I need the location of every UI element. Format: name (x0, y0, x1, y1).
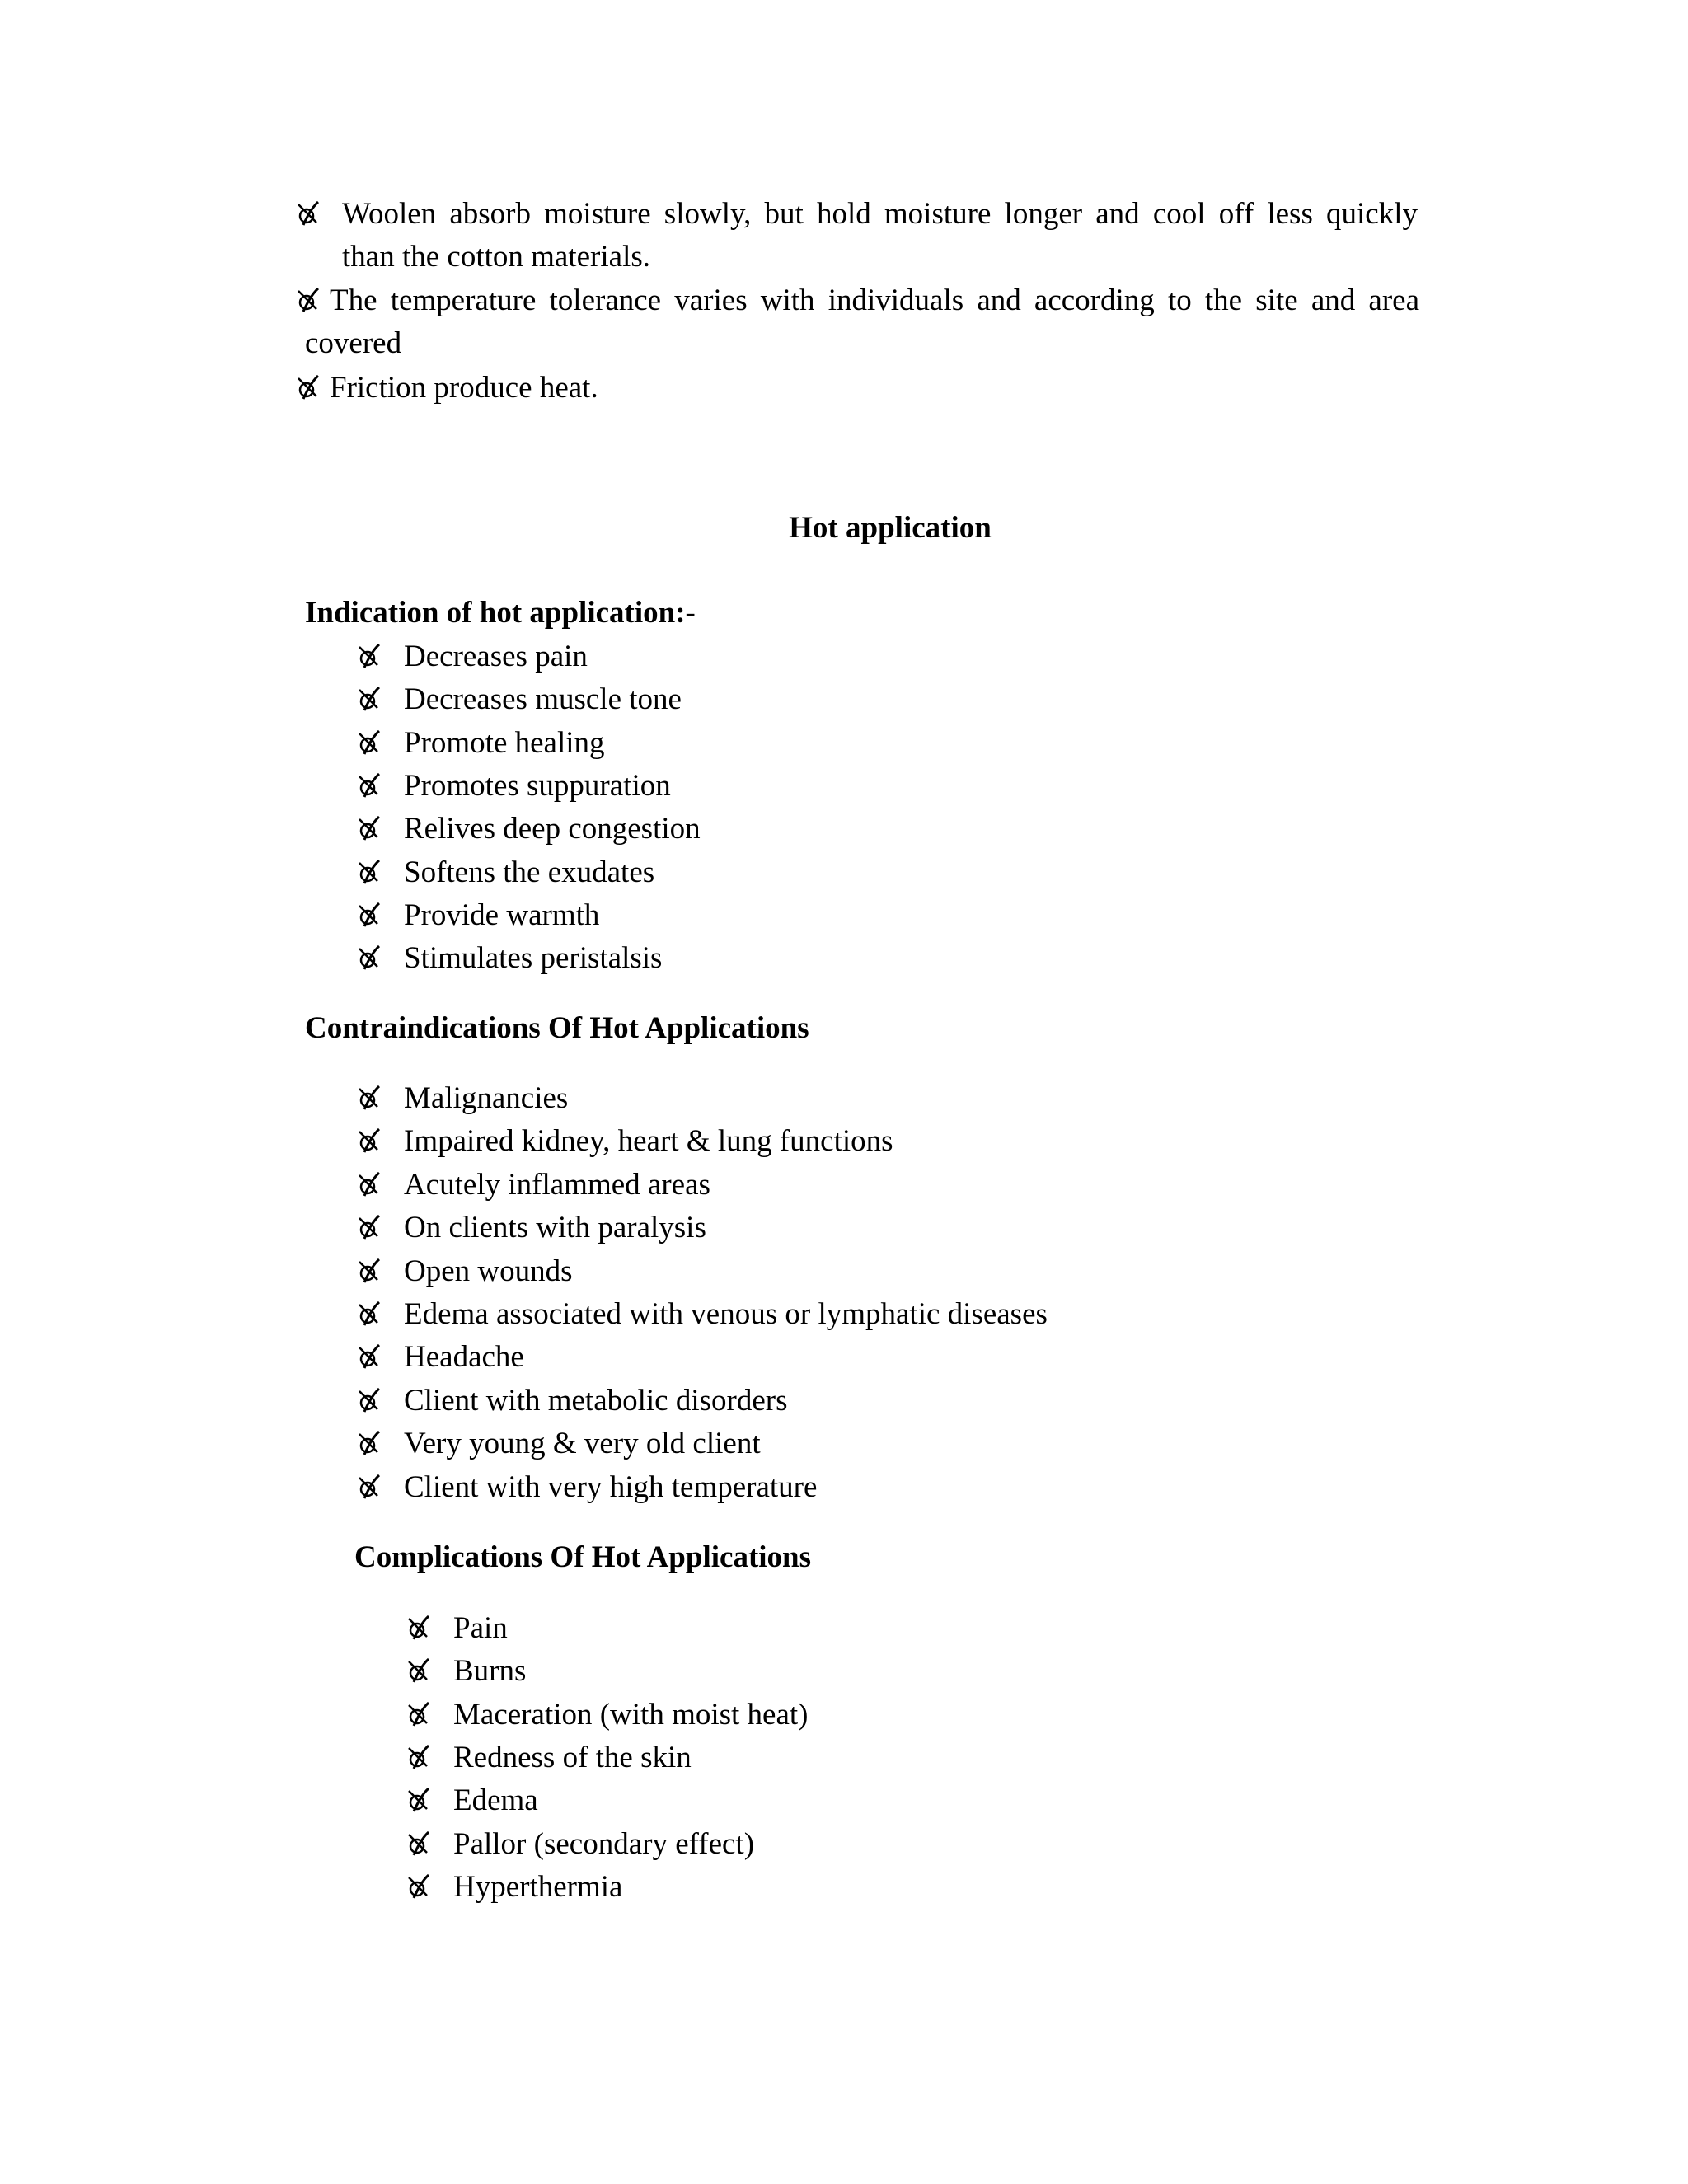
check-bullet-icon (356, 729, 384, 757)
intro-item-3: Friction produce heat. (330, 371, 598, 405)
check-bullet-icon (356, 1386, 384, 1414)
check-bullet-icon (406, 1700, 434, 1728)
check-bullet-icon (406, 1786, 434, 1814)
complications-item: Edema (453, 1783, 538, 1818)
check-bullet-icon (356, 642, 384, 670)
indication-item: Relives deep congestion (404, 812, 701, 846)
check-bullet-icon (356, 1170, 384, 1198)
check-bullet-icon (356, 944, 384, 972)
contraindications-item: Very young & very old client (404, 1427, 761, 1461)
check-bullet-icon (356, 901, 384, 929)
check-bullet-icon (356, 814, 384, 842)
complications-item: Burns (453, 1654, 527, 1689)
complications-heading: Complications Of Hot Applications (354, 1540, 812, 1574)
check-bullet-icon (356, 858, 384, 886)
contraindications-item: Edema associated with venous or lymphatic diseases (404, 1297, 1048, 1331)
indication-item: Softens the exudates (404, 855, 655, 889)
check-bullet-icon (406, 1743, 434, 1771)
contraindications-item: On clients with paralysis (404, 1211, 706, 1245)
contraindications-item: Headache (404, 1340, 524, 1375)
contraindications-item: Impaired kidney, heart & lung functions (404, 1124, 893, 1159)
check-bullet-icon (295, 199, 323, 227)
intro-item-1-line-1: Woolen absorb moisture slowly, but hold moisture longer and cool off less quickly (342, 197, 1418, 231)
check-bullet-icon (356, 771, 384, 799)
check-bullet-icon (356, 1257, 384, 1285)
contraindications-item: Acutely inflammed areas (404, 1167, 710, 1202)
contraindications-item: Client with metabolic disorders (404, 1383, 788, 1418)
contraindications-heading: Contraindications Of Hot Applications (305, 1011, 809, 1045)
check-bullet-icon (356, 1343, 384, 1371)
indication-heading: Indication of hot application:- (305, 596, 696, 630)
indication-item: Decreases pain (404, 640, 588, 673)
check-bullet-icon (356, 1300, 384, 1328)
complications-item: Maceration (with moist heat) (453, 1697, 809, 1732)
complications-item: Pallor (secondary effect) (453, 1826, 755, 1861)
check-bullet-icon (356, 1127, 384, 1155)
intro-item-2-line-2: covered (305, 326, 402, 360)
section-title: Hot application (789, 511, 992, 545)
indication-item: Stimulates peristalsis (404, 941, 663, 976)
contraindications-item: Malignancies (404, 1081, 569, 1115)
check-bullet-icon (406, 1830, 434, 1858)
check-bullet-icon (356, 1473, 384, 1501)
indication-item: Promote healing (404, 725, 605, 760)
check-bullet-icon (406, 1614, 434, 1642)
check-bullet-icon (356, 1084, 384, 1112)
check-bullet-icon (406, 1872, 434, 1900)
complications-item: Redness of the skin (453, 1740, 692, 1774)
check-bullet-icon (406, 1657, 434, 1685)
check-bullet-icon (356, 1429, 384, 1457)
complications-item: Hyperthermia (453, 1869, 623, 1904)
contraindications-item: Client with very high temperature (404, 1469, 818, 1504)
check-bullet-icon (356, 1213, 384, 1241)
indication-item: Decreases muscle tone (404, 682, 682, 717)
complications-item: Pain (453, 1611, 508, 1645)
check-bullet-icon (295, 373, 323, 401)
indication-item: Provide warmth (404, 898, 600, 932)
intro-item-2-line-1: The temperature tolerance varies with individuals and according to the site and area (330, 284, 1419, 317)
contraindications-item: Open wounds (404, 1254, 573, 1288)
check-bullet-icon (356, 685, 384, 713)
intro-item-1-line-2: than the cotton materials. (342, 240, 650, 274)
indication-item: Promotes suppuration (404, 768, 671, 803)
check-bullet-icon (295, 286, 323, 314)
